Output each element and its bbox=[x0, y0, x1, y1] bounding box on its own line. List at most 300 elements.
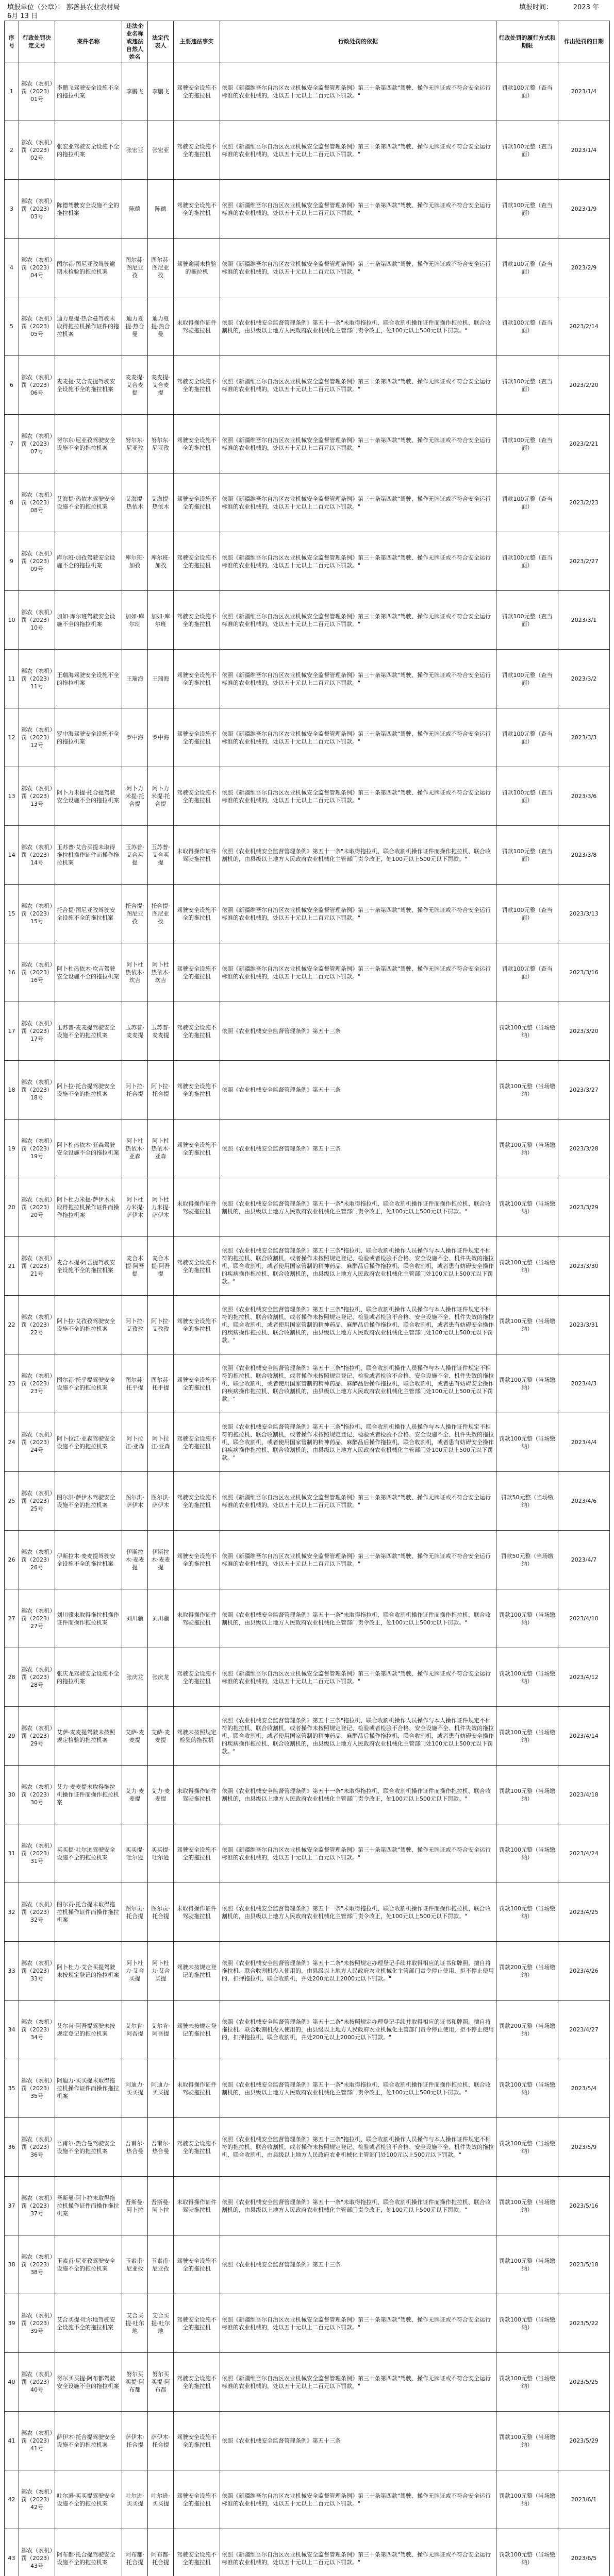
cell-representative: 麦合木提·阿吾提 bbox=[148, 1237, 174, 1296]
cell-violation-fact: 未取得操作证件驾驶拖拉机 bbox=[174, 826, 220, 885]
cell-no: 32 bbox=[5, 1883, 19, 1942]
table-row bbox=[5, 415, 610, 473]
cell-violation-fact: 驾驶未按规定登记的拖拉机 bbox=[174, 1942, 220, 2001]
cell-violation-fact: 驾驶逾期未检验的拖拉机 bbox=[174, 239, 220, 297]
cell-no: 14 bbox=[5, 826, 19, 885]
cell-penalty-basis: 依照《农业机械安全监督管理条例》第五十三条 bbox=[220, 2235, 496, 2294]
cell-doc-number: 鄯农（农机）罚（2023）12号 bbox=[19, 708, 55, 767]
cell-penalty-date: 2023/2/21 bbox=[558, 415, 610, 473]
cell-violation-fact: 驾驶安全设施不全的拖拉机 bbox=[174, 885, 220, 943]
cell-violation-fact: 驾驶安全设施不全的拖拉机 bbox=[174, 1413, 220, 1472]
cell-representative: 李鹏飞 bbox=[148, 62, 174, 121]
cell-penalty-date: 2023/5/25 bbox=[558, 2353, 610, 2412]
cell-representative: 迪力夏提·热合曼 bbox=[148, 297, 174, 356]
cell-party: 玉素甫·尼亚孜 bbox=[122, 2235, 148, 2294]
cell-penalty-date: 2023/2/20 bbox=[558, 356, 610, 415]
cell-representative: 萨伊木·托合提 bbox=[148, 2412, 174, 2470]
cell-case-name: 玉素甫·尼亚孜驾驶安全设施不全的拖拉机案 bbox=[55, 2235, 122, 2294]
fill-unit: 填报单位（公章）： 鄯善县农业农村局 bbox=[7, 4, 120, 11]
cell-violation-fact: 驾驶安全设施不全的拖拉机 bbox=[174, 2412, 220, 2470]
cell-representative: 图尔贡·托合提 bbox=[148, 1883, 174, 1942]
cell-penalty-date: 2023/5/9 bbox=[558, 2118, 610, 2177]
cell-penalty-date: 2023/4/24 bbox=[558, 1824, 610, 1883]
cell-penalty-method: 罚款100元整（当场缴纳） bbox=[496, 1707, 558, 1766]
cell-representative: 阿卜拉·托合提 bbox=[148, 1061, 174, 1120]
report-header bbox=[4, 0, 609, 21]
table-row bbox=[5, 2294, 610, 2353]
cell-no: 18 bbox=[5, 1061, 19, 1120]
cell-doc-number: 鄯农（农机）罚（2023）32号 bbox=[19, 1883, 55, 1942]
cell-case-name: 艾力·麦麦提未取得拖拉机操作证件而操作拖拉机案 bbox=[55, 1766, 122, 1824]
cell-violation-fact: 未取得操作证件驾驶拖拉机 bbox=[174, 1883, 220, 1942]
cell-violation-fact: 驾驶安全设施不全的拖拉机 bbox=[174, 943, 220, 1002]
cell-doc-number: 鄯农（农机）罚（2023）17号 bbox=[19, 1002, 55, 1061]
table-row bbox=[5, 62, 610, 121]
cell-penalty-method: 罚款100元整（查当面） bbox=[496, 121, 558, 180]
cell-doc-number: 鄯农（农机）罚（2023）15号 bbox=[19, 885, 55, 943]
col-header-penalty: 行政处罚的履行方式和期限 bbox=[496, 21, 558, 62]
cell-doc-number: 鄯农（农机）罚（2023）43号 bbox=[19, 2529, 55, 2576]
cell-case-name: 张宏亚驾驶安全设施不全的拖拉机案 bbox=[55, 121, 122, 180]
cell-penalty-method: 罚款100元整（查当面） bbox=[496, 356, 558, 415]
cell-case-name: 阿卜拉·艾孜孜驾驶安全设施不全的拖拉机案 bbox=[55, 1296, 122, 1354]
table-row bbox=[5, 2059, 610, 2118]
cell-no: 3 bbox=[5, 180, 19, 239]
table-row bbox=[5, 767, 610, 826]
cell-penalty-date: 2023/4/6 bbox=[558, 1472, 610, 1531]
cell-penalty-basis: 依照《农业机械安全监督管理条例》第五十三条"拖拉机、联合收割机操作人员操作与本人操作证件规定不相符的拖拉机、联合收割机，或者操作未按照规定登记、检验或者检验不合格、安全设施不全、机件失效的拖拉机、联合收割机，由县级以上地方人民政府农业机械化主管部门处100元以上500元以下罚款。" bbox=[220, 2118, 496, 2177]
cell-case-name: 迪力夏提·热合曼驾驶未取得拖拉机操作证件的拖拉机案 bbox=[55, 297, 122, 356]
cell-party: 艾力·麦麦提 bbox=[122, 1766, 148, 1824]
table-row bbox=[5, 591, 610, 650]
cell-party: 萨伊木·托合提 bbox=[122, 2412, 148, 2470]
cell-case-name: 阿卜拉江·亚森驾驶安全设施不全的拖拉机案 bbox=[55, 1413, 122, 1472]
cell-no: 4 bbox=[5, 239, 19, 297]
cell-case-name: 刘川骥未取得拖拉机操作证件而操作拖拉机案 bbox=[55, 1589, 122, 1648]
cell-penalty-method: 罚款100元整（查当面） bbox=[496, 826, 558, 885]
cell-case-name: 吐尔逊·买买提驾驶安全设施不全的拖拉机案 bbox=[55, 2470, 122, 2529]
cell-doc-number: 鄯农（农机）罚（2023）06号 bbox=[19, 356, 55, 415]
cell-party: 麦合木提·阿吾提 bbox=[122, 1237, 148, 1296]
cell-penalty-date: 2023/4/26 bbox=[558, 1942, 610, 2001]
cell-party: 吾甫尔·热合曼 bbox=[122, 2118, 148, 2177]
cell-penalty-date: 2023/3/3 bbox=[558, 708, 610, 767]
cell-violation-fact: 驾驶安全设施不全的拖拉机 bbox=[174, 1354, 220, 1413]
table-row bbox=[5, 1824, 610, 1883]
table-row bbox=[5, 121, 610, 180]
cell-penalty-basis: 依照《新疆维吾尔自治区农业机械安全监督管理条例》第三十条第四款"驾驶、操作无牌证或不符合安全运行标准的农业机械的，处以五十元以上二百元以下罚款。" bbox=[220, 1824, 496, 1883]
cell-doc-number: 鄯农（农机）罚（2023）35号 bbox=[19, 2059, 55, 2118]
cell-no: 15 bbox=[5, 885, 19, 943]
cell-doc-number: 鄯农（农机）罚（2023）30号 bbox=[19, 1766, 55, 1824]
cell-penalty-method: 罚款100元整（当场缴纳） bbox=[496, 1413, 558, 1472]
cell-no: 20 bbox=[5, 1178, 19, 1237]
cell-no: 9 bbox=[5, 532, 19, 591]
cell-penalty-method: 罚款100元整（查当面） bbox=[496, 767, 558, 826]
cell-doc-number: 鄯农（农机）罚（2023）03号 bbox=[19, 180, 55, 239]
cell-no: 13 bbox=[5, 767, 19, 826]
table-row bbox=[5, 943, 610, 1002]
table-row bbox=[5, 1472, 610, 1531]
cell-party: 迪力夏提·热合曼 bbox=[122, 297, 148, 356]
cell-penalty-basis: 依照《农业机械安全监督管理条例》第五十三条"拖拉机、联合收割机操作人员操作与本人操作证件规定不相符的拖拉机、联合收割机，或者操作未按照规定登记、检验或者检验不合格、安全设施不全、机件失效的拖拉机、联合收割机，或者使用国家管制的精神药品、麻醉品后操作拖拉机、联合收割机，或者患有妨碍安全操作的疾病操作拖拉机、联合收割机的，由县级以上地方人民政府农业机械化主管部门处100元以上500元以下罚款。" bbox=[220, 1707, 496, 1766]
cell-doc-number: 鄯农（农机）罚（2023）14号 bbox=[19, 826, 55, 885]
cell-no: 23 bbox=[5, 1354, 19, 1413]
table-row bbox=[5, 1648, 610, 1707]
cell-penalty-basis: 依照《新疆维吾尔自治区农业机械安全监督管理条例》第三十条第四款"驾驶、操作无牌证或不符合安全运行标准的农业机械的，处以五十元以上二百元以下罚款。" bbox=[220, 356, 496, 415]
cell-case-name: 伊斯拉木·麦麦提驾驶安全设施不全的拖拉机案 bbox=[55, 1531, 122, 1589]
cell-representative: 阿卜杜热依木·坎吉 bbox=[148, 943, 174, 1002]
cell-penalty-date: 2023/3/20 bbox=[558, 1002, 610, 1061]
cell-no: 6 bbox=[5, 356, 19, 415]
cell-no: 16 bbox=[5, 943, 19, 1002]
cell-penalty-date: 2023/4/10 bbox=[558, 1589, 610, 1648]
cell-violation-fact: 驾驶安全设施不全的拖拉机 bbox=[174, 473, 220, 532]
cell-representative: 玉苏普·麦麦提 bbox=[148, 1002, 174, 1061]
table-row bbox=[5, 356, 610, 415]
cell-party: 阿卜杜热依木·亚森 bbox=[122, 1120, 148, 1178]
cell-penalty-date: 2023/5/22 bbox=[558, 2294, 610, 2353]
cell-penalty-basis: 依照《农业机械安全监督管理条例》第五十二条"未按照规定办理登记手续并取得相应的证书和牌照，擅自将拖拉机、联合收割机投入使用的，由县级以上地方人民政府农业机械化主管部门责令停止使用，拒不停止使用的，扣押拖拉机、联合收割机，并处200元以上2000元以下罚款。" bbox=[220, 2001, 496, 2059]
cell-penalty-method: 罚款200元整（当场缴纳） bbox=[496, 1942, 558, 2001]
cell-case-name: 萨伊木·托合提驾驶安全设施不全的拖拉机案 bbox=[55, 2412, 122, 2470]
table-row bbox=[5, 239, 610, 297]
cell-penalty-date: 2023/3/2 bbox=[558, 650, 610, 708]
cell-party: 阿卜拉江·亚森 bbox=[122, 1413, 148, 1472]
cell-no: 30 bbox=[5, 1766, 19, 1824]
cell-no: 40 bbox=[5, 2353, 19, 2412]
cell-doc-number: 鄯农（农机）罚（2023）29号 bbox=[19, 1707, 55, 1766]
cell-party: 托合提·图尼亚孜 bbox=[122, 885, 148, 943]
cell-representative: 艾合买提·吐尔地 bbox=[148, 2294, 174, 2353]
table-row bbox=[5, 2412, 610, 2470]
cell-violation-fact: 驾驶安全设施不全的拖拉机 bbox=[174, 591, 220, 650]
cell-party: 阿卜拉·托合提 bbox=[122, 1061, 148, 1120]
cell-case-name: 麦麦提·艾合麦提驾驶安全设施不全的拖拉机案 bbox=[55, 356, 122, 415]
cell-no: 5 bbox=[5, 297, 19, 356]
cell-penalty-method: 罚款100元整（当场缴纳） bbox=[496, 1824, 558, 1883]
cell-representative: 阿迪力·买买提 bbox=[148, 2059, 174, 2118]
cell-penalty-basis: 依照《农业机械安全监督管理条例》第五十三条 bbox=[220, 1002, 496, 1061]
cell-penalty-basis: 依照《农业机械安全监督管理条例》第五十一条"未取得拖拉机、联合收割机操作证件而操作拖拉机、联合收割机的，由县级以上地方人民政府农业机械化主管部门责令改正，处100元以上500元以下罚款。" bbox=[220, 1589, 496, 1648]
cell-violation-fact: 驾驶安全设施不全的拖拉机 bbox=[174, 2118, 220, 2177]
cell-violation-fact: 驾驶安全设施不全的拖拉机 bbox=[174, 1296, 220, 1354]
table-row bbox=[5, 708, 610, 767]
cell-party: 阿卜力米提·托合提 bbox=[122, 767, 148, 826]
col-header-rep: 法定代表人 bbox=[148, 21, 174, 62]
cell-penalty-date: 2023/1/4 bbox=[558, 62, 610, 121]
table-row bbox=[5, 1178, 610, 1237]
table-row bbox=[5, 1531, 610, 1589]
cell-penalty-date: 2023/3/6 bbox=[558, 767, 610, 826]
cell-party: 玉苏普·艾合买提 bbox=[122, 826, 148, 885]
table-body bbox=[5, 62, 610, 2576]
cell-party: 买买提·吐尔逊 bbox=[122, 1824, 148, 1883]
cell-representative: 玉素甫·尼亚孜 bbox=[148, 2235, 174, 2294]
cell-doc-number: 鄯农（农机）罚（2023）08号 bbox=[19, 473, 55, 532]
fill-year: 2023 年 bbox=[573, 4, 599, 11]
cell-violation-fact: 驾驶安全设施不全的拖拉机 bbox=[174, 767, 220, 826]
cell-no: 22 bbox=[5, 1296, 19, 1354]
cell-penalty-basis: 依照《农业机械安全监督管理条例》第五十三条 bbox=[220, 1120, 496, 1178]
cell-representative: 加如·库尔班 bbox=[148, 591, 174, 650]
cell-case-name: 吾甫尔·热合曼驾驶安全设施不全的拖拉机案 bbox=[55, 2118, 122, 2177]
cell-no: 37 bbox=[5, 2177, 19, 2235]
cell-party: 图尔荪·图尼亚孜 bbox=[122, 239, 148, 297]
cell-no: 38 bbox=[5, 2235, 19, 2294]
cell-violation-fact: 驾驶安全设施不全的拖拉机 bbox=[174, 1648, 220, 1707]
cell-no: 28 bbox=[5, 1648, 19, 1707]
cell-doc-number: 鄯农（农机）罚（2023）22号 bbox=[19, 1296, 55, 1354]
cell-violation-fact: 驾驶安全设施不全的拖拉机 bbox=[174, 62, 220, 121]
cell-doc-number: 鄯农（农机）罚（2023）41号 bbox=[19, 2412, 55, 2470]
cell-penalty-date: 2023/4/14 bbox=[558, 1707, 610, 1766]
cell-penalty-method: 罚款100元整（当场缴纳） bbox=[496, 2470, 558, 2529]
cell-party: 阿卜拉·艾孜孜 bbox=[122, 1296, 148, 1354]
cell-case-name: 张庆龙驾驶安全设施不全的拖拉机案 bbox=[55, 1648, 122, 1707]
cell-party: 伊斯拉木·麦麦提 bbox=[122, 1531, 148, 1589]
cell-party: 库尔班·加孜 bbox=[122, 532, 148, 591]
cell-doc-number: 鄯农（农机）罚（2023）26号 bbox=[19, 1531, 55, 1589]
cell-penalty-method: 罚款100元整（查当面） bbox=[496, 473, 558, 532]
cell-violation-fact: 驾驶安全设施不全的拖拉机 bbox=[174, 356, 220, 415]
cell-penalty-method: 罚款100元整（当场缴纳） bbox=[496, 2529, 558, 2576]
cell-party: 王瑞海 bbox=[122, 650, 148, 708]
cell-penalty-date: 2023/2/9 bbox=[558, 239, 610, 297]
cell-no: 7 bbox=[5, 415, 19, 473]
cell-violation-fact: 驾驶安全设施不全的拖拉机 bbox=[174, 2470, 220, 2529]
cell-representative: 刘川骥 bbox=[148, 1589, 174, 1648]
cell-representative: 阿布都·托合提 bbox=[148, 2529, 174, 2576]
cell-penalty-method: 罚款100元整（查当面） bbox=[496, 943, 558, 1002]
cell-penalty-method: 罚款100元整（当场缴纳） bbox=[496, 1061, 558, 1120]
cell-penalty-date: 2023/3/16 bbox=[558, 943, 610, 1002]
table-row bbox=[5, 1237, 610, 1296]
cell-party: 努尔东·尼亚孜 bbox=[122, 415, 148, 473]
cell-no: 2 bbox=[5, 121, 19, 180]
cell-representative: 图尔洪·萨伊木 bbox=[148, 1472, 174, 1531]
cell-no: 25 bbox=[5, 1472, 19, 1531]
cell-representative: 陈德 bbox=[148, 180, 174, 239]
cell-penalty-date: 2023/6/1 bbox=[558, 2470, 610, 2529]
table-row bbox=[5, 473, 610, 532]
cell-penalty-method: 罚款100元整（查当面） bbox=[496, 239, 558, 297]
cell-penalty-basis: 依照《新疆维吾尔自治区农业机械安全监督管理条例》第三十条第四款"驾驶、操作无牌证或不符合安全运行标准的农业机械的，处以五十元以上二百元以下罚款。" bbox=[220, 591, 496, 650]
cell-penalty-basis: 依照《农业机械安全监督管理条例》第五十三条"拖拉机、联合收割机操作人员操作与本人操作证件规定不相符的拖拉机、联合收割机，或者操作未按照规定登记、检验或者检验不合格、安全设施不全、机件失效的拖拉机、联合收割机，或者使用国家管制的精神药品、麻醉品后操作拖拉机、联合收割机，或者患有妨碍安全操作的疾病操作拖拉机、联合收割机的，由县级以上地方人民政府农业机械化主管部门处100元以上500元以下罚款。" bbox=[220, 1296, 496, 1354]
cell-no: 35 bbox=[5, 2059, 19, 2118]
cell-penalty-basis: 依照《新疆维吾尔自治区农业机械安全监督管理条例》第三十条第四款"驾驶、操作无牌证或不符合安全运行标准的农业机械的，处以五十元以上二百元以下罚款。" bbox=[220, 532, 496, 591]
cell-no: 43 bbox=[5, 2529, 19, 2576]
cell-party: 努尔买买提·阿布都 bbox=[122, 2353, 148, 2412]
cell-penalty-basis: 依照《新疆维吾尔自治区农业机械安全监督管理条例》第三十条第四款"驾驶、操作无牌证或不符合安全运行标准的农业机械的，处以五十元以上二百元以下罚款。" bbox=[220, 415, 496, 473]
cell-violation-fact: 驾驶安全设施不全的拖拉机 bbox=[174, 532, 220, 591]
cell-penalty-basis: 依照《农业机械安全监督管理条例》第五十一条"未取得拖拉机、联合收割机操作证件而操作拖拉机、联合收割机的，由县级以上地方人民政府农业机械化主管部门责令改正，处100元以上500元以下罚款。" bbox=[220, 1766, 496, 1824]
cell-penalty-date: 2023/3/27 bbox=[558, 1061, 610, 1120]
cell-violation-fact: 驾驶未按照规定检验的拖拉机 bbox=[174, 1707, 220, 1766]
cell-case-name: 玉苏普·艾合买提未取得拖拉机操作证件而操作拖拉机案 bbox=[55, 826, 122, 885]
cell-case-name: 阿卜杜热依木·坎吉驾驶安全设施不全的拖拉机案 bbox=[55, 943, 122, 1002]
table-header-row bbox=[5, 21, 610, 62]
cell-penalty-method: 罚款100元整（查当面） bbox=[496, 532, 558, 591]
cell-doc-number: 鄯农（农机）罚（2023）37号 bbox=[19, 2177, 55, 2235]
cell-violation-fact: 驾驶安全设施不全的拖拉机 bbox=[174, 708, 220, 767]
cell-violation-fact: 驾驶安全设施不全的拖拉机 bbox=[174, 1120, 220, 1178]
cell-penalty-method: 罚款50元整（当场缴纳） bbox=[496, 1472, 558, 1531]
cell-penalty-method: 罚款50元整（当场缴纳） bbox=[496, 1531, 558, 1589]
table-row bbox=[5, 2470, 610, 2529]
cell-penalty-basis: 依照《新疆维吾尔自治区农业机械安全监督管理条例》第三十条第四款"驾驶、操作无牌证或不符合安全运行标准的农业机械的，处以五十元以上二百元以下罚款。" bbox=[220, 62, 496, 121]
cell-penalty-date: 2023/4/4 bbox=[558, 1413, 610, 1472]
cell-penalty-method: 罚款100元整（当场缴纳） bbox=[496, 1120, 558, 1178]
cell-representative: 吾甫尔·热合曼 bbox=[148, 2118, 174, 2177]
cell-party: 图尔贡·托合提 bbox=[122, 1883, 148, 1942]
cell-penalty-basis: 依照《农业机械安全监督管理条例》第五十三条"拖拉机、联合收割机操作人员操作与本人操作证件规定不相符的拖拉机、联合收割机，或者操作未按照规定登记、检验或者检验不合格、安全设施不全、机件失效的拖拉机、联合收割机，或者使用国家管制的精神药品、麻醉品后操作拖拉机、联合收割机，或者患有妨碍安全操作的疾病操作拖拉机、联合收割机的，由县级以上地方人民政府农业机械化主管部门处100元以上500元以下罚款。" bbox=[220, 1354, 496, 1413]
cell-penalty-method: 罚款100元整（当场缴纳） bbox=[496, 2235, 558, 2294]
cell-representative: 罗中海 bbox=[148, 708, 174, 767]
cell-violation-fact: 未取得操作证件驾驶拖拉机 bbox=[174, 297, 220, 356]
cell-representative: 阿卜杜热依木·亚森 bbox=[148, 1120, 174, 1178]
cell-doc-number: 鄯农（农机）罚（2023）23号 bbox=[19, 1354, 55, 1413]
cell-case-name: 玉苏普·麦麦提驾驶安全设施不全的拖拉机案 bbox=[55, 1002, 122, 1061]
cell-doc-number: 鄯农（农机）罚（2023）18号 bbox=[19, 1061, 55, 1120]
cell-party: 张宏亚 bbox=[122, 121, 148, 180]
cell-penalty-method: 罚款100元整（当场缴纳） bbox=[496, 1766, 558, 1824]
cell-penalty-basis: 依照《新疆维吾尔自治区农业机械安全监督管理条例》第三十条第四款"驾驶、操作无牌证或不符合安全运行标准的农业机械的，处以五十元以上二百元以下罚款。" bbox=[220, 1648, 496, 1707]
cell-party: 加如·库尔班 bbox=[122, 591, 148, 650]
cell-party: 阿布都·托合提 bbox=[122, 2529, 148, 2576]
table-row bbox=[5, 2177, 610, 2235]
cell-penalty-method: 罚款100元整（查当面） bbox=[496, 297, 558, 356]
cell-no: 42 bbox=[5, 2470, 19, 2529]
cell-case-name: 李鹏飞驾驶安全设施不全的拖拉机案 bbox=[55, 62, 122, 121]
cell-case-name: 努尔买买提·阿布都驾驶安全设施不全的拖拉机案 bbox=[55, 2353, 122, 2412]
cell-no: 11 bbox=[5, 650, 19, 708]
cell-penalty-basis: 依照《新疆维吾尔自治区农业机械安全监督管理条例》第三十条第四款"驾驶、操作无牌证或不符合安全运行标准的农业机械的，处以五十元以上二百元以下罚款。" bbox=[220, 708, 496, 767]
cell-penalty-basis: 依照《新疆维吾尔自治区农业机械安全监督管理条例》第三十条第四款"驾驶、操作无牌证或不符合安全运行标准的农业机械的，处以五十元以上二百元以下罚款。" bbox=[220, 650, 496, 708]
cell-penalty-basis: 依照《农业机械安全监督管理条例》第五十二条"未按照规定办理登记手续并取得相应的证书和牌照，擅自将拖拉机、联合收割机投入使用的，由县级以上地方人民政府农业机械化主管部门责令停止使用，拒不停止使用的，扣押拖拉机、联合收割机，并处200元以上2000元以下罚款。" bbox=[220, 1942, 496, 2001]
cell-penalty-method: 罚款100元整（当场缴纳） bbox=[496, 1237, 558, 1296]
cell-penalty-method: 罚款100元整（查当面） bbox=[496, 180, 558, 239]
cell-case-name: 图尔贡·托合提未取得拖拉机操作证件而操作拖拉机案 bbox=[55, 1883, 122, 1942]
table-row bbox=[5, 1061, 610, 1120]
cell-doc-number: 鄯农（农机）罚（2023）09号 bbox=[19, 532, 55, 591]
cell-no: 41 bbox=[5, 2412, 19, 2470]
cell-case-name: 阿卜杜力米提·萨伊木未取得拖拉机操作证件而操作拖拉机案 bbox=[55, 1178, 122, 1237]
cell-no: 36 bbox=[5, 2118, 19, 2177]
cell-penalty-date: 2023/3/29 bbox=[558, 1178, 610, 1237]
cell-doc-number: 鄯农（农机）罚（2023）16号 bbox=[19, 943, 55, 1002]
cell-penalty-method: 罚款100元整（当场缴纳） bbox=[496, 2353, 558, 2412]
cell-penalty-basis: 依照《农业机械安全监督管理条例》第五十三条 bbox=[220, 2412, 496, 2470]
cell-representative: 吐尔逊·买买提 bbox=[148, 2470, 174, 2529]
table-row bbox=[5, 1413, 610, 1472]
cell-representative: 麦麦提·艾合麦提 bbox=[148, 356, 174, 415]
cell-representative: 张庆龙 bbox=[148, 1648, 174, 1707]
col-header-party: 违法企业名称或违法自然人姓名 bbox=[122, 21, 148, 62]
cell-party: 艾尔肯·阿吾提 bbox=[122, 2001, 148, 2059]
cell-representative: 王瑞海 bbox=[148, 650, 174, 708]
cell-representative: 玉苏普·艾合买提 bbox=[148, 826, 174, 885]
cell-case-name: 买买提·吐尔逊驾驶安全设施不全的拖拉机案 bbox=[55, 1824, 122, 1883]
cell-case-name: 罗中海驾驶安全设施不全的拖拉机案 bbox=[55, 708, 122, 767]
cell-penalty-date: 2023/5/29 bbox=[558, 2412, 610, 2470]
cell-penalty-method: 罚款100元整（当场缴纳） bbox=[496, 1354, 558, 1413]
cell-case-name: 阿卜力米提·托合提驾驶安全设施不全的拖拉机案 bbox=[55, 767, 122, 826]
cell-case-name: 吾斯曼·阿卜拉未取得拖拉机操作证件而操作拖拉机案 bbox=[55, 2177, 122, 2235]
cell-penalty-basis: 依照《新疆维吾尔自治区农业机械安全监督管理条例》第三十条第四款"驾驶、操作无牌证或不符合安全运行标准的农业机械的，处以五十元以上二百元以下罚款。" bbox=[220, 121, 496, 180]
table-row bbox=[5, 650, 610, 708]
cell-case-name: 阿卜杜力·艾合买提驾驶未按规定登记的拖拉机案 bbox=[55, 1942, 122, 2001]
cell-penalty-basis: 依照《农业机械安全监督管理条例》第五十三条 bbox=[220, 1061, 496, 1120]
cell-party: 李鹏飞 bbox=[122, 62, 148, 121]
cell-violation-fact: 未取得操作证件驾驶拖拉机 bbox=[174, 1178, 220, 1237]
cell-violation-fact: 未取得操作证件驾驶拖拉机 bbox=[174, 1766, 220, 1824]
cell-doc-number: 鄯农（农机）罚（2023）07号 bbox=[19, 415, 55, 473]
cell-violation-fact: 驾驶安全设施不全的拖拉机 bbox=[174, 1824, 220, 1883]
col-header-no: 序号 bbox=[5, 21, 19, 62]
cell-doc-number: 鄯农（农机）罚（2023）01号 bbox=[19, 62, 55, 121]
table-row bbox=[5, 532, 610, 591]
cell-penalty-date: 2023/3/13 bbox=[558, 885, 610, 943]
cell-penalty-date: 2023/4/7 bbox=[558, 1531, 610, 1589]
cell-penalty-basis: 依照《农业机械安全监督管理条例》第五十一条"未取得拖拉机、联合收割机操作证件而操作拖拉机、联合收割机的，由县级以上地方人民政府农业机械化主管部门责令改正，处100元以上500元以下罚款。" bbox=[220, 297, 496, 356]
cell-penalty-date: 2023/3/8 bbox=[558, 826, 610, 885]
cell-case-name: 艾海提·热依木驾驶安全设施不全的拖拉机案 bbox=[55, 473, 122, 532]
cell-doc-number: 鄯农（农机）罚（2023）10号 bbox=[19, 591, 55, 650]
cell-doc-number: 鄯农（农机）罚（2023）19号 bbox=[19, 1120, 55, 1178]
cell-violation-fact: 驾驶安全设施不全的拖拉机 bbox=[174, 121, 220, 180]
cell-penalty-basis: 依照《新疆维吾尔自治区农业机械安全监督管理条例》第三十条第四款"驾驶、操作无牌证或不符合安全运行标准的农业机械的，处以五十元以上二百元以下罚款。" bbox=[220, 2353, 496, 2412]
cell-doc-number: 鄯农（农机）罚（2023）04号 bbox=[19, 239, 55, 297]
cell-penalty-method: 罚款100元整（查当面） bbox=[496, 650, 558, 708]
cell-penalty-date: 2023/4/12 bbox=[558, 1648, 610, 1707]
table-row bbox=[5, 1589, 610, 1648]
cell-representative: 图尔荪·图尼亚孜 bbox=[148, 239, 174, 297]
cell-penalty-method: 罚款100元整（查当面） bbox=[496, 415, 558, 473]
cell-penalty-method: 罚款100元整（当场缴纳） bbox=[496, 1589, 558, 1648]
cell-penalty-basis: 依照《新疆维吾尔自治区农业机械安全监督管理条例》第三十条第四款"驾驶、操作无牌证或不符合安全运行标准的农业机械的，处以五十元以上二百元以下罚款。" bbox=[220, 1531, 496, 1589]
cell-penalty-basis: 依照《农业机械安全监督管理条例》第五十三条"拖拉机、联合收割机操作人员操作与本人操作证件规定不相符的拖拉机、联合收割机，或者操作未按照规定登记、检验或者检验不合格、安全设施不全、机件失效的拖拉机、联合收割机，或者使用国家管制的精神药品、麻醉品后操作拖拉机、联合收割机，或者患有妨碍安全操作的疾病操作拖拉机、联合收割机的，由县级以上地方人民政府农业机械化主管部门处100元以上500元以下罚款。" bbox=[220, 1413, 496, 1472]
cell-representative: 伊斯拉木·麦麦提 bbox=[148, 1531, 174, 1589]
cell-penalty-method: 罚款100元整（查当面） bbox=[496, 708, 558, 767]
cell-penalty-basis: 依照《农业机械安全监督管理条例》第五十一条"未取得拖拉机、联合收割机操作证件而操作拖拉机、联合收割机的，由县级以上地方人民政府农业机械化主管部门责令改正，处100元以上500元以下罚款。" bbox=[220, 826, 496, 885]
cell-case-name: 阿布都·托合提驾驶安全设施不全的拖拉机案 bbox=[55, 2529, 122, 2576]
cell-doc-number: 鄯农（农机）罚（2023）20号 bbox=[19, 1178, 55, 1237]
cell-penalty-date: 2023/5/18 bbox=[558, 2235, 610, 2294]
cell-doc-number: 鄯农（农机）罚（2023）13号 bbox=[19, 767, 55, 826]
cell-violation-fact: 驾驶安全设施不全的拖拉机 bbox=[174, 2235, 220, 2294]
cell-violation-fact: 驾驶安全设施不全的拖拉机 bbox=[174, 415, 220, 473]
cell-no: 33 bbox=[5, 1942, 19, 2001]
cell-penalty-date: 2023/4/18 bbox=[558, 1766, 610, 1824]
cell-penalty-date: 2023/5/4 bbox=[558, 2059, 610, 2118]
cell-penalty-date: 2023/5/16 bbox=[558, 2177, 610, 2235]
fill-time-label: 填报时间： bbox=[519, 4, 553, 11]
cell-penalty-basis: 依照《农业机械安全监督管理条例》第五十一条"未取得拖拉机、联合收割机操作证件而操作拖拉机、联合收割机的，由县级以上地方人民政府农业机械化主管部门责令改正，处100元以上500元以下罚款。" bbox=[220, 2177, 496, 2235]
cell-case-name: 艾合买提·吐尔地驾驶安全设施不全的拖拉机案 bbox=[55, 2294, 122, 2353]
cell-penalty-date: 2023/2/14 bbox=[558, 297, 610, 356]
cell-penalty-date: 2023/1/9 bbox=[558, 180, 610, 239]
cell-representative: 阿卜杜力米提·萨伊木 bbox=[148, 1178, 174, 1237]
cell-doc-number: 鄯农（农机）罚（2023）02号 bbox=[19, 121, 55, 180]
cell-representative: 买买提·吐尔逊 bbox=[148, 1824, 174, 1883]
cell-case-name: 麦合木提·阿吾提驾驶安全设施不全的拖拉机案 bbox=[55, 1237, 122, 1296]
cell-penalty-date: 2023/6/5 bbox=[558, 2529, 610, 2576]
cell-case-name: 图尔荪·托乎提驾驶安全设施不全的拖拉机案 bbox=[55, 1354, 122, 1413]
cell-penalty-basis: 依照《新疆维吾尔自治区农业机械安全监督管理条例》第三十条第四款"驾驶、操作无牌证或不符合安全运行标准的农业机械的，处以五十元以上二百元以下罚款。" bbox=[220, 473, 496, 532]
cell-violation-fact: 驾驶安全设施不全的拖拉机 bbox=[174, 1531, 220, 1589]
cell-no: 10 bbox=[5, 591, 19, 650]
